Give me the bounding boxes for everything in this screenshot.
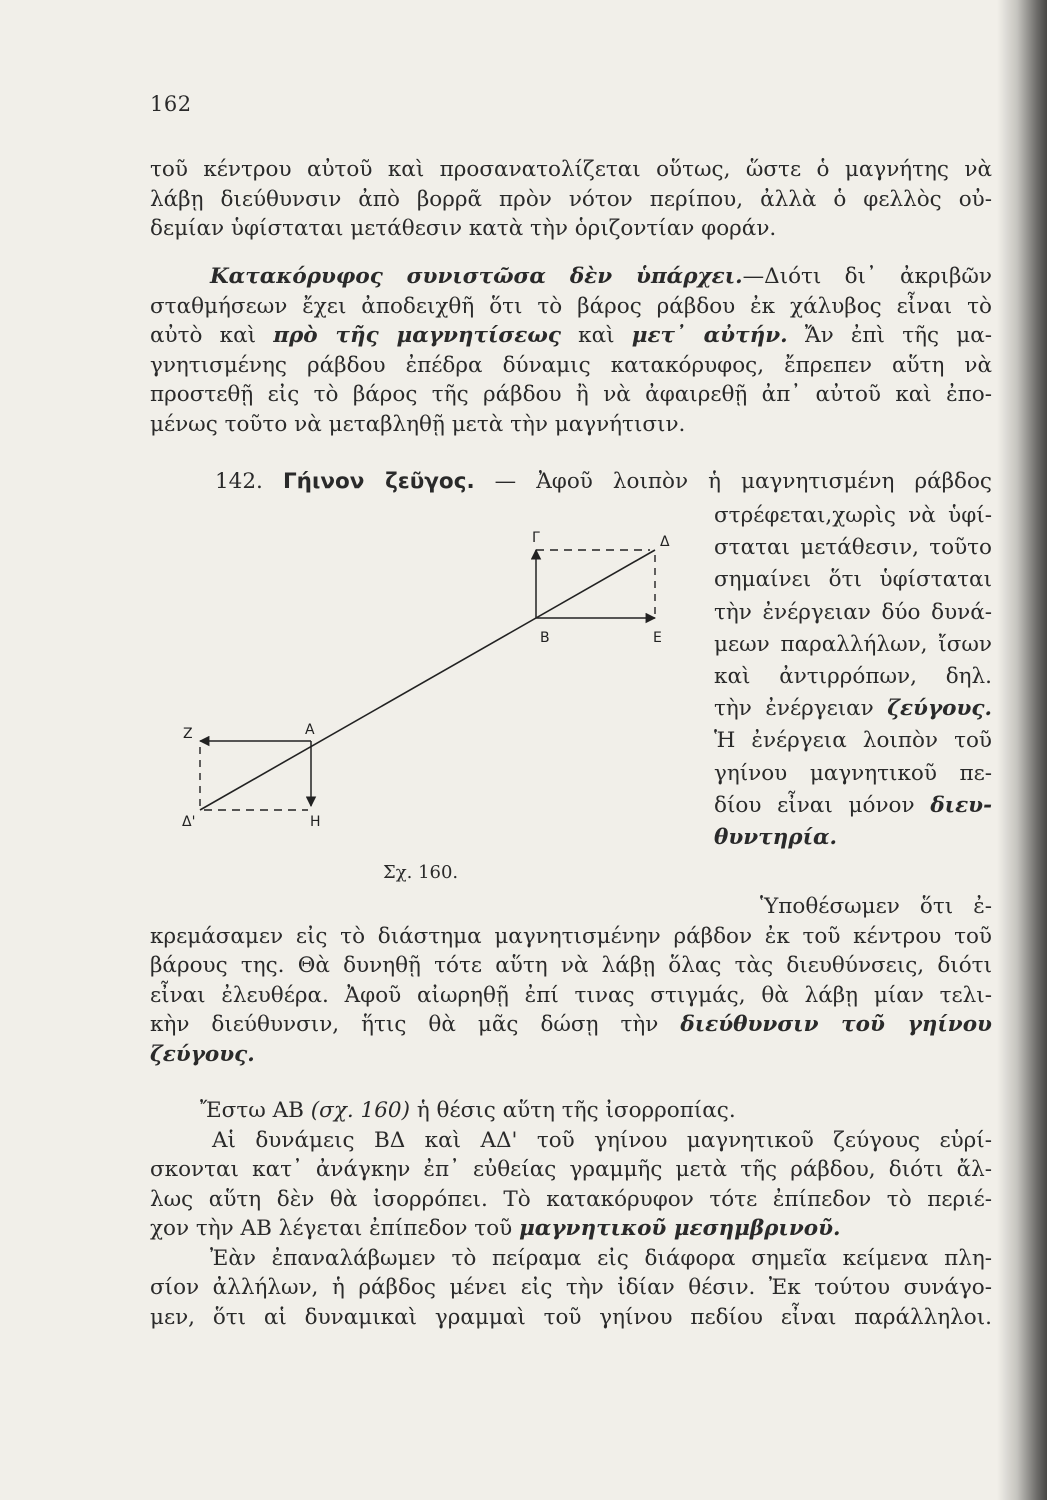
emphasis: θυντηρία.: [714, 824, 838, 850]
text-line: σίον ἀλλήλων, ἡ ράβδος μένει εἰς τὴν ἰδίαν θέσιν. Ἐκ τούτου συνάγο-: [150, 1275, 992, 1300]
label-a: A: [305, 722, 315, 738]
text-line: [714, 790, 992, 822]
text-line: μένως τοῦτο νὰ μεταβληθῇ μετὰ τὴν μαγνήτισιν.: [150, 411, 686, 437]
text-line: μεν, ὅτι αἱ δυναμικαὶ γραμμαὶ τοῦ γηίνου πεδίου εἶναι παράλληλοι.: [150, 1304, 992, 1330]
text-line: λως αὕτη δὲν θὰ ἰσορρόπει. Τὸ κατακόρυφον τότε ἐπίπεδον τὸ περιέ-: [150, 1186, 992, 1212]
label-b: B: [540, 630, 550, 646]
text-line: [150, 467, 992, 497]
text-line: [150, 1010, 992, 1040]
text-line: Ἡ ἐνέργεια λοιπὸν τοῦ: [714, 728, 992, 754]
paragraph-vertical-component: [150, 262, 992, 439]
text-line: [150, 262, 992, 292]
text-line: προστεθῇ εἰς τὸ βάρος τῆς ράβδου ἢ νὰ ἀφαιρεθῇ ἀπ᾿ αὐτοῦ καὶ ἐπο-: [150, 382, 992, 407]
label-z: Z: [183, 726, 193, 742]
text-line: στρέφεται,χωρὶς νὰ ὑφί-: [714, 503, 992, 528]
text-span: —: [494, 469, 517, 494]
text-line: σταται μετάθεσιν, τοῦτο: [714, 535, 992, 561]
text-line: λάβῃ διεύθυνσιν ἀπὸ βορρᾶ πρὸν νότον περίπου, ἀλλὰ ὁ φελλὸς οὐ-: [150, 186, 992, 212]
text-span: χον τὴν AB λέγεται ἐπίπεδον τοῦ: [150, 1216, 513, 1241]
text-span: κὴν διεύθυνσιν, ἥτις θὰ μᾶς δώσῃ τὴν: [150, 1012, 659, 1037]
text-line: τοῦ κέντρου αὐτοῦ καὶ προσανατολίζεται οὕτως, ὥστε ὁ μαγνήτης νὰ: [150, 157, 992, 182]
magnet-rod-line: [200, 550, 655, 810]
text-line: σημαίνει ὅτι ὑφίσταται: [714, 567, 992, 593]
text-line: μεων παραλλήλων, ἴσων: [714, 631, 992, 657]
section-number: 142.: [215, 469, 263, 494]
emphasis: μαγνητικοῦ μεσημβρινοῦ.: [519, 1216, 841, 1241]
text-line: εἶναι ἐλευθέρα. Ἀφοῦ αἰωρηθῇ ἐπί τινας στιγμάς, θὰ λάβῃ μίαν τελι-: [150, 982, 992, 1008]
text-line: καὶ ἀντιρρόπων, δηλ.: [714, 663, 992, 689]
text-line: [150, 1096, 992, 1126]
emphasis: (σχ. 160): [310, 1098, 410, 1123]
text-span: Ἀφοῦ λοιπὸν ἡ μαγνητισμένη ράβδος: [536, 469, 992, 494]
text-line: [150, 1214, 992, 1244]
emphasis: ζεύγους.: [150, 1041, 255, 1067]
text-line: [714, 693, 992, 725]
text-line: κρεμάσαμεν εἰς τὸ διάστημα μαγνητισμένην ράβδον ἐκ τοῦ κέντρου τοῦ: [150, 923, 992, 949]
text-line: γηίνου μαγνητικοῦ πε-: [714, 760, 992, 786]
paragraph-suspended-rod: [150, 892, 992, 1069]
side-column-text: [714, 500, 992, 854]
section-heading: [150, 467, 992, 497]
text-line: σκονται κατ᾿ ἀνάγκην ἐπ᾿ εὐθείας γραμμῆς μετὰ τῆς ράβδου, διότι ἄλ-: [150, 1157, 992, 1182]
text-span: αὐτὸ καὶ: [150, 323, 257, 348]
paragraph-intro: [150, 155, 992, 244]
emphasis: Κατακόρυφος συνιστῶσα δὲν ὑπάρχει.: [210, 264, 743, 289]
text-line: γνητισμένης ράβδου ἐπέδρα δύναμις κατακόρυφος, ἔπρεπεν αὕτη νὰ: [150, 352, 992, 378]
paragraph-magnetic-meridian: [150, 1096, 992, 1332]
text-span: δίου εἶναι μόνον: [714, 792, 915, 818]
text-line: Αἱ δυνάμεις ΒΔ καὶ ΑΔ' τοῦ γηίνου μαγνητικοῦ ζεύγους εὑρί-: [212, 1127, 992, 1153]
emphasis: διευ-: [930, 792, 992, 818]
text-span: Ἔστω AB: [200, 1098, 304, 1123]
emphasis: διεύθυνσιν τοῦ γηίνου: [680, 1012, 992, 1037]
text-span: Ἄν ἐπὶ τῆς μα-: [804, 323, 992, 348]
text-span: ἡ θέσις αὕτη τῆς ἰσορροπίας.: [416, 1098, 736, 1123]
figure-160-diagram: [180, 520, 700, 840]
figure-caption: Σχ. 160.: [383, 862, 459, 883]
text-span: τὴν ἐνέργειαν: [714, 696, 874, 722]
text-line: Ἐὰν ἐπαναλάβωμεν τὸ πείραμα εἰς διάφορα σημεῖα κείμενα πλη-: [210, 1245, 992, 1271]
text-span: καὶ: [578, 323, 615, 348]
emphasis: ζεύγους.: [887, 696, 992, 722]
text-line: [150, 321, 992, 351]
text-line: Ὑποθέσωμεν ὅτι ἐ-: [760, 894, 992, 919]
text-line: βάρους της. Θὰ δυνηθῇ τότε αὕτη νὰ λάβῃ ὅλας τὰς διευθύνσεις, διότι: [150, 953, 992, 978]
text-line: δεμίαν ὑφίσταται μετάθεσιν κατὰ τὴν ὁριζοντίαν φοράν.: [150, 216, 777, 241]
text-line: σταθμήσεων ἔχει ἀποδειχθῆ ὅτι τὸ βάρος ράβδου ἐκ χάλυβος εἶναι τὸ: [150, 293, 992, 319]
label-gamma: Γ: [532, 530, 540, 546]
label-h: H: [310, 814, 321, 830]
label-delta-prime: Δ': [182, 814, 196, 830]
section-title: Γήινον ζεῦγος.: [282, 469, 475, 494]
page-number: 162: [150, 92, 192, 116]
text-line: [714, 822, 992, 854]
text-line: τὴν ἐνέργειαν δύο δυνά-: [714, 599, 992, 625]
emphasis: πρὸ τῆς μαγνητίσεως: [273, 323, 561, 348]
label-e: E: [653, 630, 662, 646]
page-edge-shadow: [997, 0, 1047, 1500]
label-delta: Δ: [660, 534, 670, 550]
emphasis: μετ᾿ αὐτήν.: [631, 323, 788, 348]
text-line: [150, 1040, 992, 1070]
text-span: —Διότι δι᾿ ἀκριβῶν: [742, 264, 992, 289]
